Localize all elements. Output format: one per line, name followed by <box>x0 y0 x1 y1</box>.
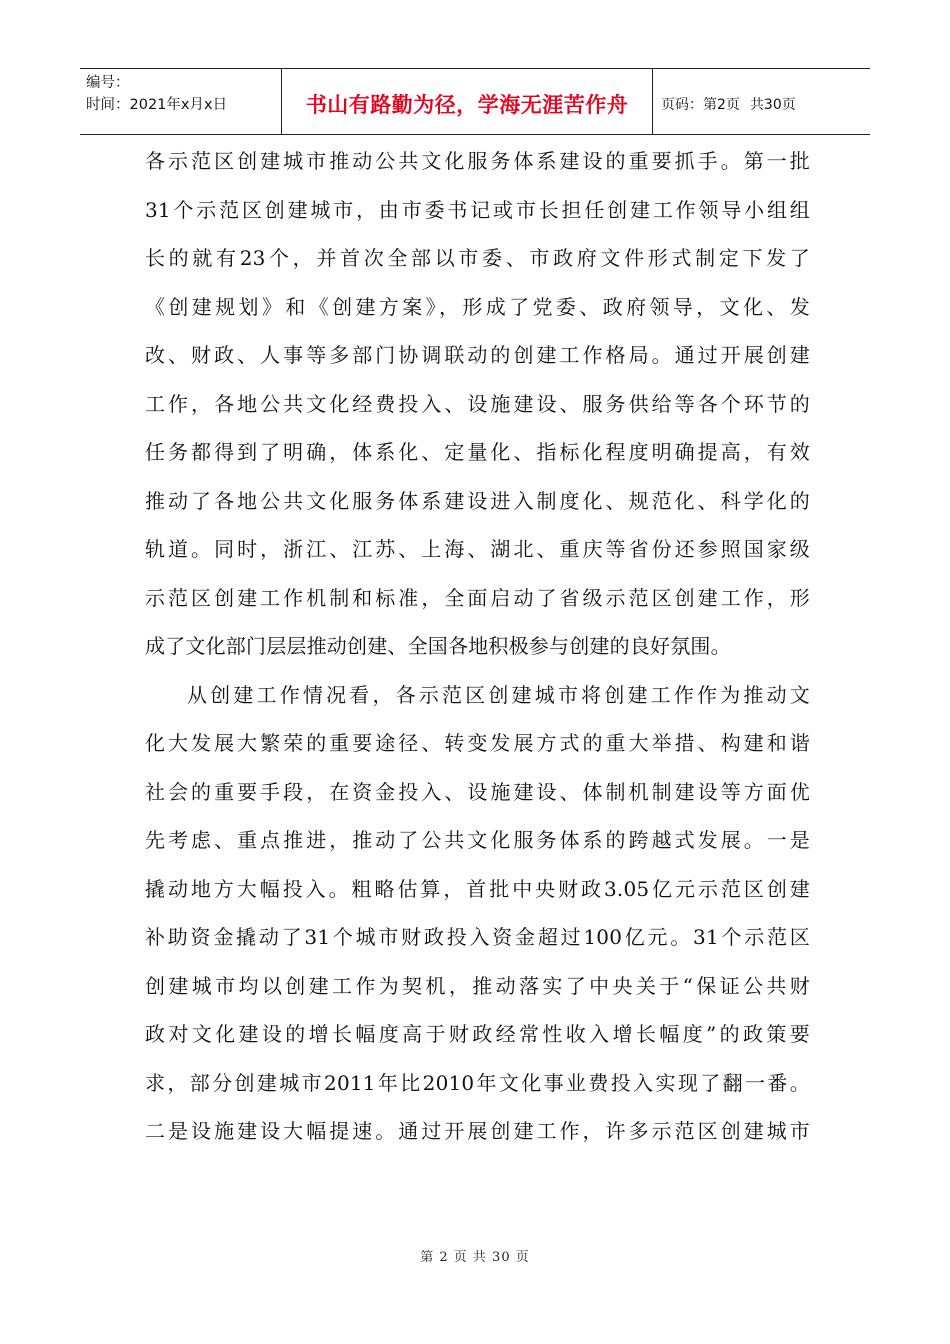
body-line: 二是设施建设大幅提速。通过开展创建工作，许多示范区创建城市 <box>145 1119 810 1143</box>
body-line: 撬动地方大幅投入。粗略估算，首批中央财政3.05亿元示范区创建 <box>145 876 810 901</box>
page-header <box>80 68 870 135</box>
body-line: 工作，各地公共文化经费投入、设施建设、服务供给等各个环节的 <box>145 391 810 416</box>
body-line: 任务都得到了明确，体系化、定量化、指标化程度明确提高，有效 <box>145 440 810 464</box>
body-line: 推动了各地公共文化服务体系建设进入制度化、规范化、科学化的 <box>145 488 810 513</box>
document-number-label: 编号： <box>86 75 130 91</box>
header-page-number: 页码：第2页 <box>661 96 740 113</box>
body-line: 成了文化部门层层推动创建、全国各地积极参与创建的良好氛围。 <box>145 634 731 658</box>
body-line: 轨道。同时，浙江、江苏、上海、湖北、重庆等省份还参照国家级 <box>145 537 810 561</box>
paragraph-start-line: 从创建工作情况看，各示范区创建城市将创建工作作为推动文 <box>187 682 810 707</box>
body-line: 《创建规划》和《创建方案》，形成了党委、政府领导，文化、发 <box>145 294 810 319</box>
body-line: 先考虑、重点推进，推动了公共文化服务体系的跨越式发展。一是 <box>145 828 810 852</box>
body-line: 示范区创建工作机制和标准，全面启动了省级示范区创建工作，形 <box>145 585 810 610</box>
body-line: 社会的重要手段，在资金投入、设施建设、体制机制建设等方面优 <box>145 779 810 804</box>
header-motto: 书山有路勤为径，学海无涯苦作舟 <box>305 92 629 117</box>
header-motto-cell <box>282 69 653 134</box>
body-line: 各示范区创建城市推动公共文化服务体系建设的重要抓手。第一批 <box>145 149 810 173</box>
body-line: 长的就有23个，并首次全部以市委、市政府文件形式制定下发了 <box>145 246 810 270</box>
document-time-label: 时间：2021年x月x日 <box>86 97 228 113</box>
body-line: 改、财政、人事等多部门协调联动的创建工作格局。通过开展创建 <box>145 343 810 367</box>
header-page-info <box>653 69 870 134</box>
body-line: 31个示范区创建城市，由市委书记或市长担任创建工作领导小组组 <box>145 197 810 222</box>
header-page-total: 共30页 <box>749 96 796 113</box>
body-line: 创建城市均以创建工作为契机，推动落实了中央关于“保证公共财 <box>145 973 810 998</box>
body-line: 化大发展大繁荣的重要途径、转变发展方式的重大举措、构建和谐 <box>145 731 810 755</box>
body-line: 补助资金撬动了31个城市财政投入资金超过100亿元。31个示范区 <box>145 925 810 949</box>
page-footer: 第 2 页 共 30 页 <box>420 1250 530 1265</box>
body-line: 求，部分创建城市2011年比2010年文化事业费投入实现了翻一番。 <box>145 1070 810 1095</box>
document-body <box>145 137 810 1156</box>
header-meta <box>80 69 282 134</box>
body-line: 政对文化建设的增长幅度高于财政经常性收入增长幅度”的政策要 <box>145 1022 810 1046</box>
